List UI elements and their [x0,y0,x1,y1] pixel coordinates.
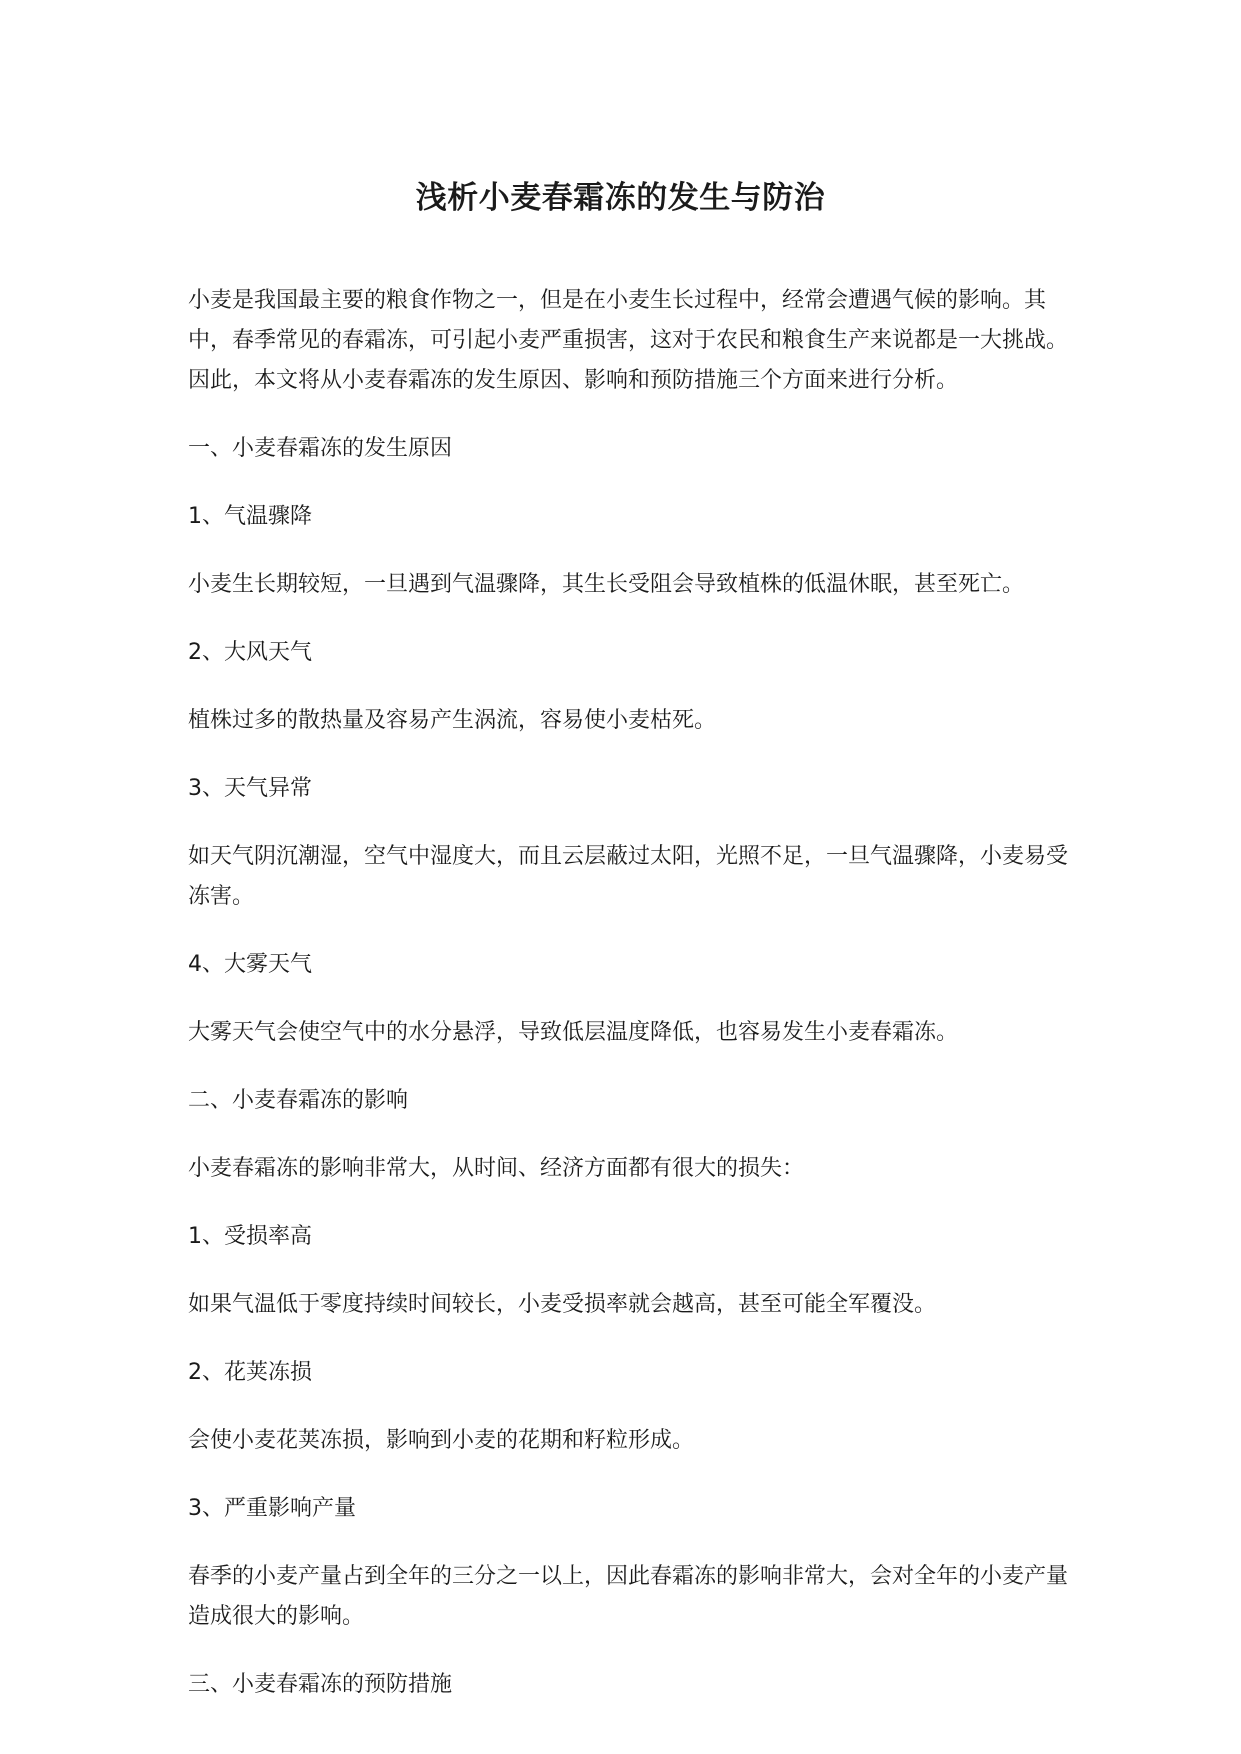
intro-paragraph: 小麦是我国最主要的粮食作物之一，但是在小麦生长过程中，经常会遭遇气候的影响。其中，春季常见的春霜冻，可引起小麦严重损害，这对于农民和粮食生产来说都是一大挑战。因此，本文将从小麦春霜冻的发生原因、影响和预防措施三个方面来进行分析。 [188,288,1069,393]
paragraph-abnormal-weather: 如天气阴沉潮湿，空气中湿度大，而且云层蔽过太阳，光照不足，一旦气温骤降，小麦易受冻害。 [188,844,1069,909]
paragraph-damage-rate: 如果气温低于零度持续时间较长，小麦受损率就会越高，甚至可能全军覆没。 [188,1292,937,1317]
document-body [188,281,1068,1733]
section-heading-impact: 二、小麦春霜冻的影响 [188,1088,409,1113]
paragraph-temperature-drop: 小麦生长期较短，一旦遇到气温骤降，其生长受阻会导致植株的低温休眠，甚至死亡。 [188,572,1025,597]
section-heading-prevention: 三、小麦春霜冻的预防措施 [188,1672,453,1697]
subheading-heavy-fog: 4、大雾天气 [188,952,312,977]
paragraph-impact-intro: 小麦春霜冻的影响非常大，从时间、经济方面都有很大的损失： [188,1156,805,1181]
paragraph-flower-damage: 会使小麦花荚冻损，影响到小麦的花期和籽粒形成。 [188,1428,695,1453]
subheading-damage-rate: 1、受损率高 [188,1224,312,1249]
subheading-flower-damage: 2、花荚冻损 [188,1360,312,1385]
subheading-yield-impact: 3、严重影响产量 [188,1496,356,1521]
section-heading-causes: 一、小麦春霜冻的发生原因 [188,436,453,461]
paragraph-heavy-fog: 大雾天气会使空气中的水分悬浮，导致低层温度降低，也容易发生小麦春霜冻。 [188,1020,959,1045]
paragraph-yield-impact: 春季的小麦产量占到全年的三分之一以上，因此春霜冻的影响非常大，会对全年的小麦产量造成很大的影响。 [188,1564,1069,1629]
document-title: 浅析小麦春霜冻的发生与防治 [415,180,826,216]
subheading-strong-wind: 2、大风天气 [188,640,312,665]
subheading-abnormal-weather: 3、天气异常 [188,776,312,801]
subheading-temperature-drop: 1、气温骤降 [188,504,312,529]
paragraph-strong-wind: 植株过多的散热量及容易产生涡流，容易使小麦枯死。 [188,708,717,733]
